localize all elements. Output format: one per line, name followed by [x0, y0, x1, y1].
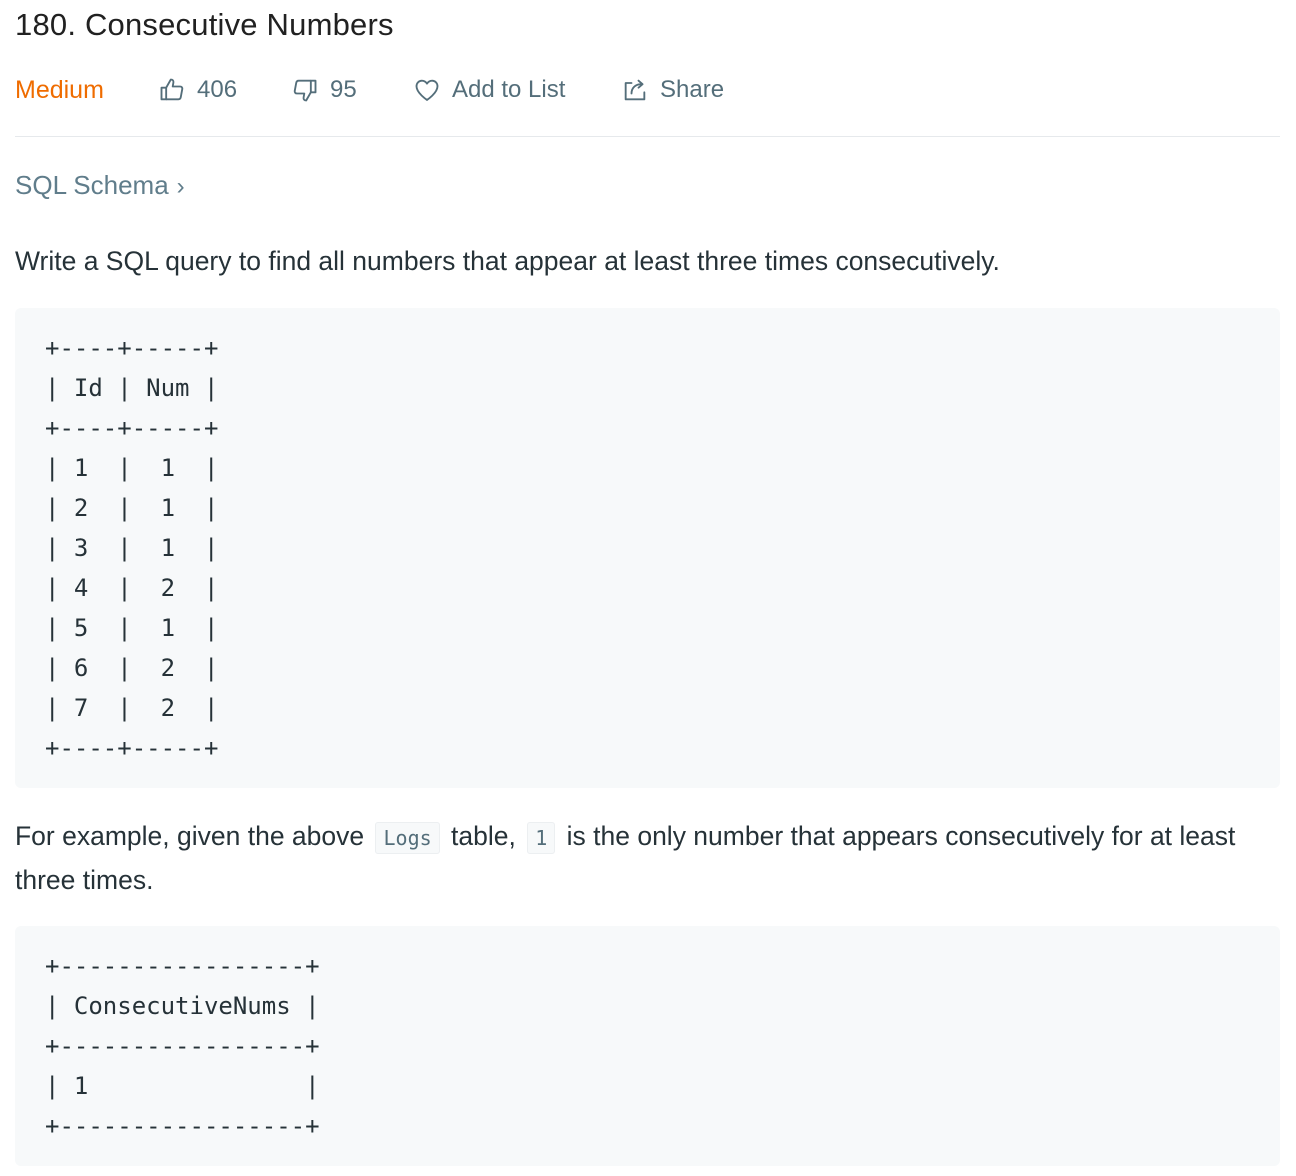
sql-schema-link[interactable]	[15, 170, 185, 201]
result-table-text: +-----------------+ | ConsecutiveNums | +-----------------+ | 1 | +-----------------+	[45, 952, 320, 1140]
thumbs-up-icon	[158, 76, 186, 104]
problem-title: 180. Consecutive Numbers	[15, 7, 394, 42]
example-suffix: is the only number that appears consecutively for at least three times.	[15, 821, 1236, 895]
share-button[interactable]	[621, 70, 724, 110]
input-table-block	[15, 308, 1280, 788]
heart-icon	[413, 76, 441, 104]
inline-code-number: 1	[527, 822, 555, 854]
example-mid: table,	[443, 821, 524, 851]
like-button[interactable]	[158, 70, 237, 110]
problem-description: Write a SQL query to find all numbers that appear at least three times consecutively.	[15, 246, 1000, 276]
example-prefix: For example, given the above	[15, 821, 372, 851]
example-paragraph	[15, 815, 1285, 901]
problem-meta-bar	[15, 70, 1280, 110]
like-count: 406	[197, 76, 238, 103]
sql-schema-label: SQL Schema	[15, 170, 169, 200]
inline-code-logs: Logs	[375, 822, 439, 854]
logs-table-text: +----+-----+ | Id | Num | +----+-----+ | 1 | 1 | | 2 | 1 | | 3 | 1 | | 4 | 2 | | 5 | 1 | | 6 | 2 | | 7 | 2 | +----+-----+	[45, 334, 219, 762]
share-icon	[621, 76, 649, 104]
output-table-block	[15, 926, 1280, 1166]
add-to-list-button[interactable]	[413, 70, 565, 110]
add-to-list-label: Add to List	[452, 76, 566, 103]
header-divider	[15, 136, 1280, 137]
chevron-right-icon: ›	[176, 173, 185, 200]
share-label: Share	[660, 76, 725, 103]
thumbs-down-icon	[291, 76, 319, 104]
dislike-count: 95	[330, 76, 357, 103]
difficulty-label: Medium	[15, 75, 104, 104]
dislike-button[interactable]	[291, 70, 357, 110]
